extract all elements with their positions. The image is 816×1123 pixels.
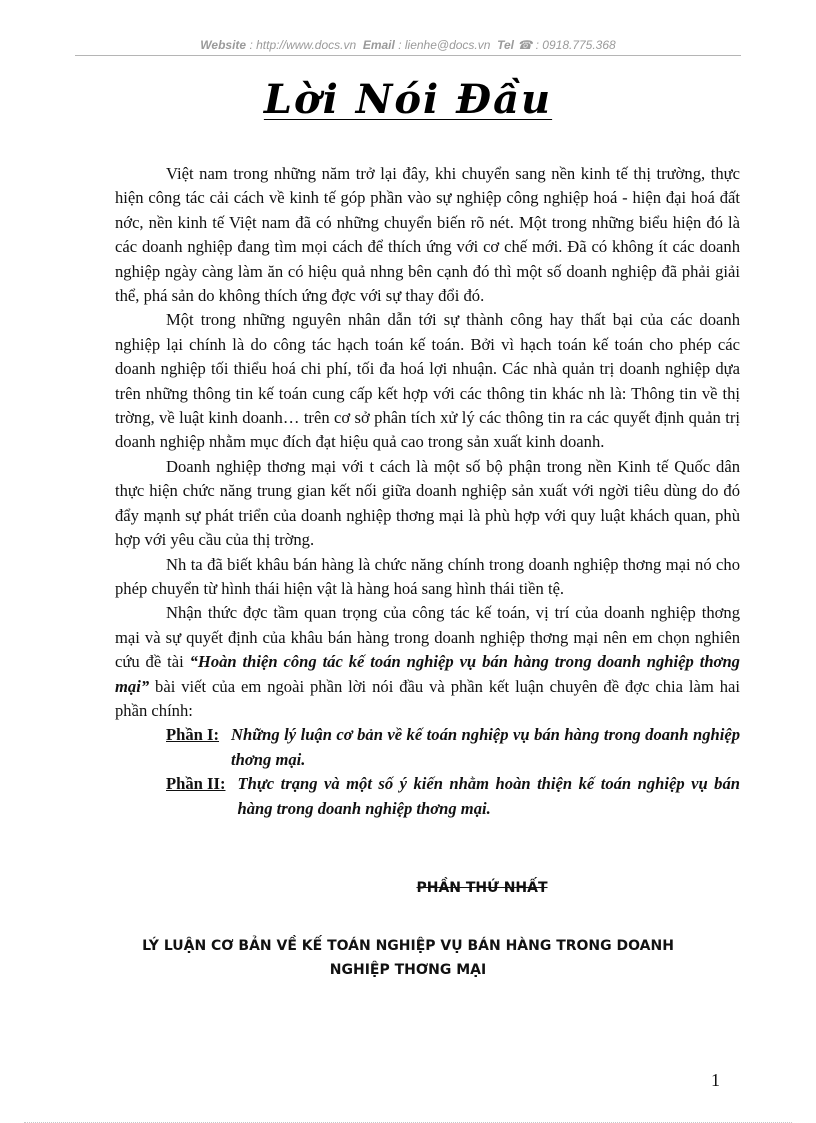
part-label: Phần II:: [166, 774, 226, 794]
part-item: [115, 723, 740, 772]
tel-label: Tel: [497, 38, 514, 52]
page-number: 1: [711, 1070, 720, 1090]
part-text: Thực trạng và một số ý kiến nhằm hoàn thiện kế toán nghiệp vụ bán hàng trong doanh nghiệp thơng mại.: [237, 774, 740, 818]
part-text: Những lý luận cơ bản về kế toán nghiệp vụ bán hàng trong doanh nghiệp thơng mại.: [231, 725, 740, 769]
section-subtitle-line2: NGHIỆP THƠNG MẠI: [329, 962, 487, 978]
tel-value: ☎ : 0918.775.368: [517, 38, 616, 52]
paragraph: Doanh nghiệp thơng mại với t cách là một số bộ phận trong nền Kinh tế Quốc dân thực hiện chức năng trung gian kết nối giữa doanh nghiệp sản xuất với ngời tiêu dùng do đó đẩy mạnh sự phát triển của doanh nghiệp thơng mại là phù hợp với quy luật khách quan, phù hợp với yêu cầu của thị trờng.: [115, 456, 740, 550]
part-label: Phần I:: [166, 725, 220, 745]
email-value: : lienhe@docs.vn: [398, 38, 491, 52]
paragraph: Nh ta đã biết khâu bán hàng là chức năng chính trong doanh nghiệp thơng mại nó cho phép chuyển từ hình thái hiện vật là hàng hoá sang hình thái tiền tệ.: [115, 554, 740, 598]
website-label: Website: [200, 38, 247, 52]
page-header: [75, 38, 741, 56]
page-title: Lời Nói Đầu: [263, 76, 553, 123]
section-title: PHẦN THỨ NHẤT: [416, 880, 548, 896]
paragraph: Việt nam trong những năm trở lại đây, khi chuyển sang nền kinh tế thị trường, thực hiện công tác cải cách về kinh tế góp phần vào sự nghiệp công nghiệp hoá - hiện đại hoá đất nớc, nền kinh tế Việt nam đã có những chuyển biến rõ nét. Một trong những biểu hiện đó là các doanh nghiệp đang tìm mọi cách để thích ứng với cơ chế mới. Đã có không ít các doanh nghiệp ngày càng làm ăn có hiệu quả nhng bên cạnh đó thì một số doanh nghiệp đã phải giải thể, phá sản do không thích ứng đợc với sự thay đổi đó.: [115, 164, 740, 306]
paragraph-final: [115, 601, 740, 723]
section-subtitle: [0, 934, 816, 982]
part-item: [115, 772, 740, 821]
section-subtitle-line1: LÝ LUẬN CƠ BẢN VỀ KẾ TOÁN NGHIỆP VỤ BÁN HÀNG TRONG DOANH: [142, 938, 674, 954]
website-value: : http://www.docs.vn: [249, 38, 357, 52]
thesis-title: “Hoàn thiện công tác kế toán nghiệp vụ bán hàng trong doanh nghiệp thơng mại”: [115, 652, 740, 696]
body-text: [115, 162, 740, 821]
final-before: Nhận thức đợc tầm quan trọng của công tác kế toán, vị trí của doanh nghiệp thơng mại và sự quyết định của khâu bán hàng trong doanh nghiệp thơng mại nên em chọn nghiên cứu đề tài: [115, 603, 740, 672]
final-after: bài viết của em ngoài phần lời nói đầu và phần kết luận chuyên đề đợc chia làm hai phần chính:: [115, 676, 740, 720]
paragraph: Một trong những nguyên nhân dẫn tới sự thành công hay thất bại của các doanh nghiệp lại chính là do công tác hạch toán kế toán. Bởi vì hạch toán kế toán cho phép các doanh nghiệp tối thiểu hoá chi phí, tối đa hoá lợi nhuận. Các nhà quản trị doanh nghiệp dựa trên những thông tin kế toán cung cấp kết hợp với các thông tin khác nh là: Thông tin về thị trờng, về luật kinh doanh… trên cơ sở phân tích xử lý các thông tin ra các quyết định quản trị doanh nghiệp nhằm mục đích đạt hiệu quả cao trong sản xuất kinh doanh.: [115, 310, 740, 452]
email-label: Email: [362, 38, 395, 52]
